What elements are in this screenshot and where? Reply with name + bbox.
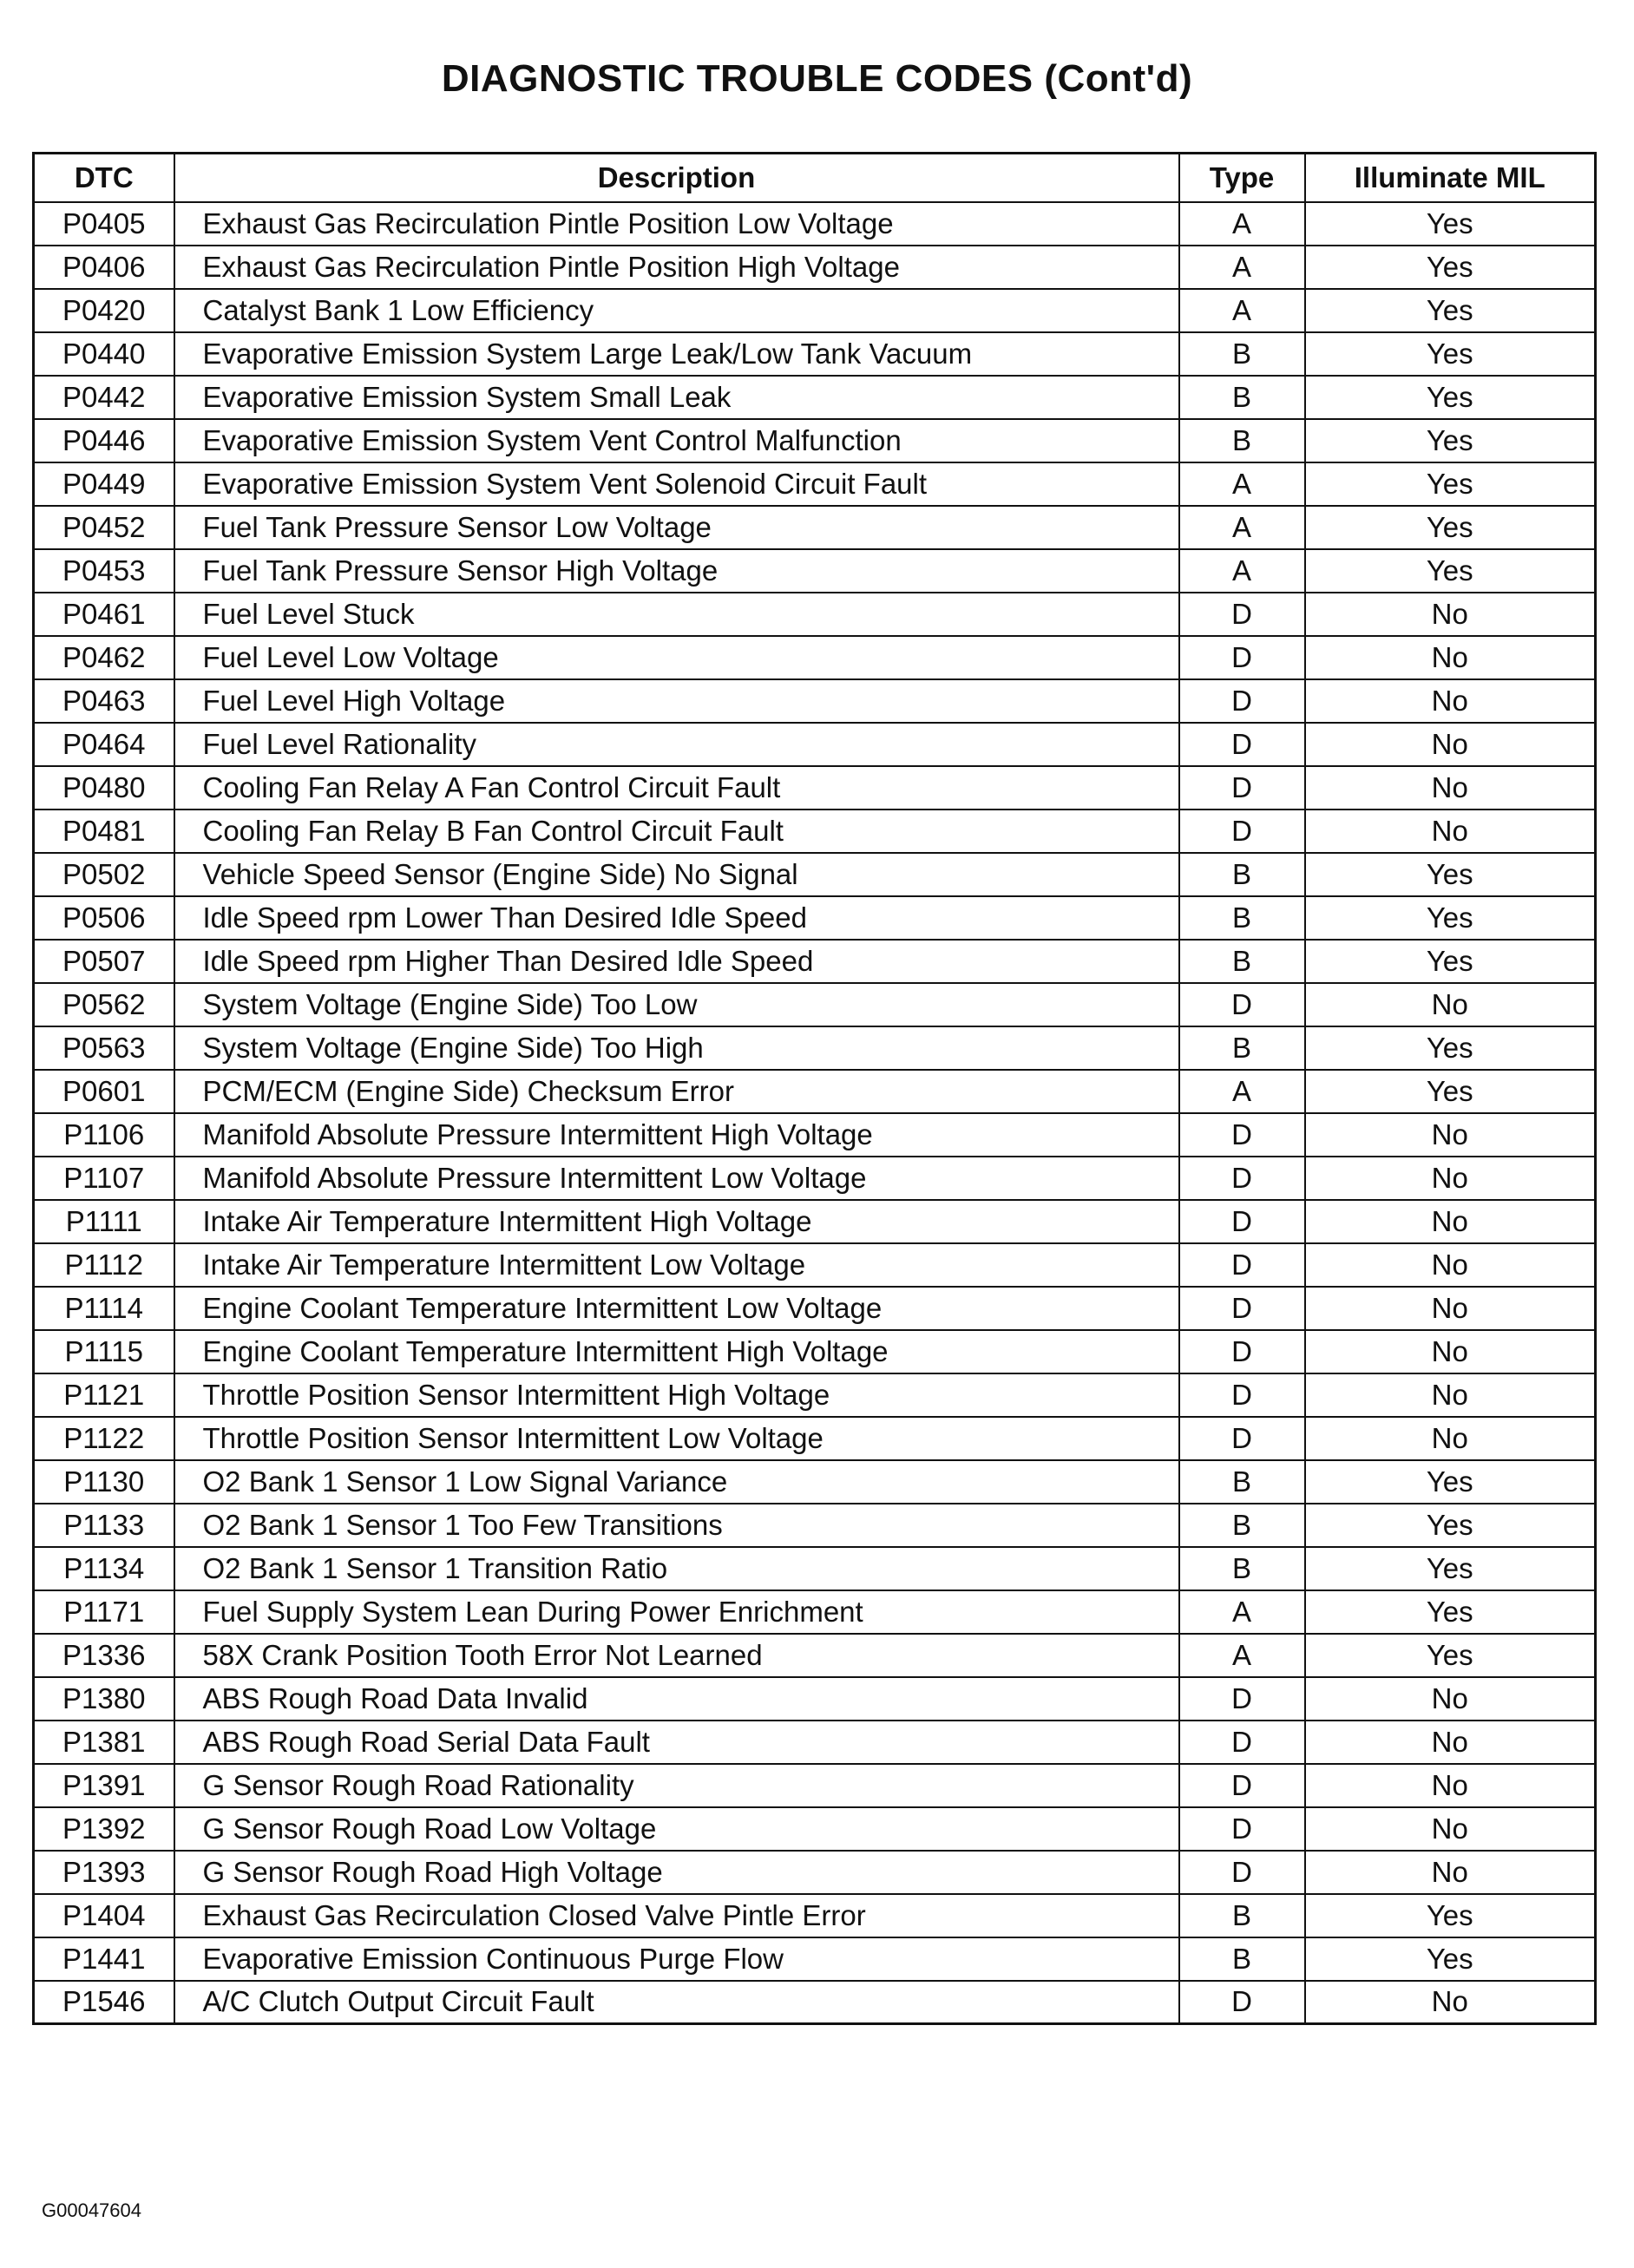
table-row	[34, 766, 1596, 810]
illuminate-mil-cell: No	[1305, 1764, 1596, 1807]
dtc-cell: P1134	[34, 1547, 174, 1590]
dtc-cell: P0502	[34, 853, 174, 896]
dtc-cell: P1380	[34, 1677, 174, 1721]
description-cell: G Sensor Rough Road Low Voltage	[174, 1807, 1179, 1851]
type-cell: D	[1179, 1721, 1305, 1764]
illuminate-mil-cell: Yes	[1305, 289, 1596, 332]
description-cell: Cooling Fan Relay B Fan Control Circuit Fault	[174, 810, 1179, 853]
dtc-cell: P1106	[34, 1113, 174, 1157]
header-row	[34, 154, 1596, 202]
illuminate-mil-cell: No	[1305, 1677, 1596, 1721]
table-row	[34, 1026, 1596, 1070]
illuminate-mil-cell: Yes	[1305, 1634, 1596, 1677]
dtc-cell: P1546	[34, 1981, 174, 2024]
table-row	[34, 1547, 1596, 1590]
dtc-cell: P1130	[34, 1460, 174, 1504]
dtc-cell: P0464	[34, 723, 174, 766]
table-body	[34, 202, 1596, 2024]
dtc-cell: P1336	[34, 1634, 174, 1677]
type-cell: D	[1179, 1851, 1305, 1894]
table-row	[34, 1330, 1596, 1373]
description-cell: ABS Rough Road Data Invalid	[174, 1677, 1179, 1721]
type-cell: D	[1179, 1373, 1305, 1417]
dtc-cell: P1111	[34, 1200, 174, 1243]
table-row	[34, 940, 1596, 983]
type-cell: B	[1179, 1026, 1305, 1070]
table-row	[34, 896, 1596, 940]
table-row	[34, 549, 1596, 593]
description-cell: Throttle Position Sensor Intermittent High Voltage	[174, 1373, 1179, 1417]
table-row	[34, 1070, 1596, 1113]
illuminate-mil-cell: No	[1305, 983, 1596, 1026]
type-cell: D	[1179, 1243, 1305, 1287]
type-cell: B	[1179, 853, 1305, 896]
column-header-type: Type	[1179, 154, 1305, 202]
table-row	[34, 853, 1596, 896]
type-cell: B	[1179, 332, 1305, 376]
type-cell: A	[1179, 1634, 1305, 1677]
dtc-cell: P0601	[34, 1070, 174, 1113]
table-row	[34, 332, 1596, 376]
illuminate-mil-cell: Yes	[1305, 462, 1596, 506]
dtc-cell: P0420	[34, 289, 174, 332]
dtc-cell: P1381	[34, 1721, 174, 1764]
illuminate-mil-cell: Yes	[1305, 1894, 1596, 1937]
table-row	[34, 810, 1596, 853]
description-cell: Engine Coolant Temperature Intermittent High Voltage	[174, 1330, 1179, 1373]
table-row	[34, 1287, 1596, 1330]
description-cell: O2 Bank 1 Sensor 1 Transition Ratio	[174, 1547, 1179, 1590]
table-row	[34, 636, 1596, 679]
type-cell: D	[1179, 593, 1305, 636]
illuminate-mil-cell: No	[1305, 1200, 1596, 1243]
type-cell: B	[1179, 1460, 1305, 1504]
description-cell: System Voltage (Engine Side) Too Low	[174, 983, 1179, 1026]
dtc-cell: P1121	[34, 1373, 174, 1417]
type-cell: D	[1179, 723, 1305, 766]
type-cell: B	[1179, 896, 1305, 940]
table-row	[34, 1243, 1596, 1287]
illuminate-mil-cell: Yes	[1305, 419, 1596, 462]
column-header-dtc: DTC	[34, 154, 174, 202]
figure-id: G00047604	[42, 2199, 141, 2221]
table-row	[34, 1460, 1596, 1504]
type-cell: A	[1179, 506, 1305, 549]
description-cell: Cooling Fan Relay A Fan Control Circuit Fault	[174, 766, 1179, 810]
type-cell: D	[1179, 1417, 1305, 1460]
column-header-illuminate-mil: Illuminate MIL	[1305, 154, 1596, 202]
description-cell: Exhaust Gas Recirculation Pintle Position Low Voltage	[174, 202, 1179, 246]
table-row	[34, 1373, 1596, 1417]
type-cell: A	[1179, 462, 1305, 506]
type-cell: A	[1179, 246, 1305, 289]
type-cell: B	[1179, 376, 1305, 419]
dtc-cell: P0461	[34, 593, 174, 636]
description-cell: Fuel Tank Pressure Sensor Low Voltage	[174, 506, 1179, 549]
table-row	[34, 1200, 1596, 1243]
illuminate-mil-cell: Yes	[1305, 1026, 1596, 1070]
illuminate-mil-cell: No	[1305, 1851, 1596, 1894]
dtc-cell: P0452	[34, 506, 174, 549]
type-cell: A	[1179, 202, 1305, 246]
table-row	[34, 679, 1596, 723]
illuminate-mil-cell: No	[1305, 593, 1596, 636]
description-cell: Evaporative Emission Continuous Purge Flow	[174, 1937, 1179, 1981]
dtc-cell: P1122	[34, 1417, 174, 1460]
illuminate-mil-cell: No	[1305, 810, 1596, 853]
description-cell: Catalyst Bank 1 Low Efficiency	[174, 289, 1179, 332]
illuminate-mil-cell: No	[1305, 1373, 1596, 1417]
table-row	[34, 246, 1596, 289]
table-row	[34, 289, 1596, 332]
dtc-cell: P0462	[34, 636, 174, 679]
table-row	[34, 1417, 1596, 1460]
illuminate-mil-cell: Yes	[1305, 202, 1596, 246]
table-row	[34, 983, 1596, 1026]
illuminate-mil-cell: No	[1305, 1417, 1596, 1460]
illuminate-mil-cell: Yes	[1305, 1070, 1596, 1113]
dtc-cell: P0440	[34, 332, 174, 376]
type-cell: D	[1179, 1287, 1305, 1330]
illuminate-mil-cell: Yes	[1305, 376, 1596, 419]
type-cell: D	[1179, 1764, 1305, 1807]
dtc-cell: P0449	[34, 462, 174, 506]
table-row	[34, 593, 1596, 636]
illuminate-mil-cell: No	[1305, 1807, 1596, 1851]
type-cell: D	[1179, 679, 1305, 723]
table-row	[34, 1981, 1596, 2024]
type-cell: D	[1179, 1113, 1305, 1157]
description-cell: O2 Bank 1 Sensor 1 Too Few Transitions	[174, 1504, 1179, 1547]
description-cell: G Sensor Rough Road Rationality	[174, 1764, 1179, 1807]
type-cell: B	[1179, 1937, 1305, 1981]
description-cell: Fuel Level Stuck	[174, 593, 1179, 636]
type-cell: D	[1179, 1157, 1305, 1200]
dtc-cell: P0453	[34, 549, 174, 593]
description-cell: Fuel Tank Pressure Sensor High Voltage	[174, 549, 1179, 593]
table-row	[34, 1634, 1596, 1677]
type-cell: D	[1179, 636, 1305, 679]
table-row	[34, 1851, 1596, 1894]
dtc-cell: P0563	[34, 1026, 174, 1070]
dtc-cell: P1391	[34, 1764, 174, 1807]
table-row	[34, 1677, 1596, 1721]
description-cell: 58X Crank Position Tooth Error Not Learned	[174, 1634, 1179, 1677]
table-header	[34, 154, 1596, 202]
description-cell: Evaporative Emission System Large Leak/Low Tank Vacuum	[174, 332, 1179, 376]
type-cell: D	[1179, 1330, 1305, 1373]
illuminate-mil-cell: Yes	[1305, 1504, 1596, 1547]
description-cell: Evaporative Emission System Small Leak	[174, 376, 1179, 419]
dtc-cell: P1112	[34, 1243, 174, 1287]
table-row	[34, 1504, 1596, 1547]
illuminate-mil-cell: Yes	[1305, 332, 1596, 376]
description-cell: Evaporative Emission System Vent Control Malfunction	[174, 419, 1179, 462]
illuminate-mil-cell: No	[1305, 1721, 1596, 1764]
dtc-cell: P1114	[34, 1287, 174, 1330]
table-row	[34, 1113, 1596, 1157]
description-cell: ABS Rough Road Serial Data Fault	[174, 1721, 1179, 1764]
dtc-cell: P1393	[34, 1851, 174, 1894]
description-cell: Manifold Absolute Pressure Intermittent Low Voltage	[174, 1157, 1179, 1200]
illuminate-mil-cell: Yes	[1305, 549, 1596, 593]
description-cell: Fuel Supply System Lean During Power Enrichment	[174, 1590, 1179, 1634]
type-cell: B	[1179, 1547, 1305, 1590]
type-cell: A	[1179, 549, 1305, 593]
description-cell: O2 Bank 1 Sensor 1 Low Signal Variance	[174, 1460, 1179, 1504]
table-row	[34, 419, 1596, 462]
illuminate-mil-cell: No	[1305, 1981, 1596, 2024]
dtc-cell: P0463	[34, 679, 174, 723]
description-cell: Fuel Level High Voltage	[174, 679, 1179, 723]
dtc-cell: P1171	[34, 1590, 174, 1634]
description-cell: Idle Speed rpm Lower Than Desired Idle Speed	[174, 896, 1179, 940]
illuminate-mil-cell: Yes	[1305, 1460, 1596, 1504]
type-cell: D	[1179, 810, 1305, 853]
dtc-cell: P1107	[34, 1157, 174, 1200]
description-cell: Intake Air Temperature Intermittent High Voltage	[174, 1200, 1179, 1243]
dtc-cell: P0481	[34, 810, 174, 853]
description-cell: Fuel Level Rationality	[174, 723, 1179, 766]
table-row	[34, 723, 1596, 766]
type-cell: D	[1179, 1200, 1305, 1243]
illuminate-mil-cell: Yes	[1305, 896, 1596, 940]
column-header-description: Description	[174, 154, 1179, 202]
table-row	[34, 1590, 1596, 1634]
table-row	[34, 1157, 1596, 1200]
table-row	[34, 1807, 1596, 1851]
dtc-cell: P0405	[34, 202, 174, 246]
illuminate-mil-cell: No	[1305, 1243, 1596, 1287]
table-row	[34, 1937, 1596, 1981]
illuminate-mil-cell: No	[1305, 723, 1596, 766]
illuminate-mil-cell: Yes	[1305, 506, 1596, 549]
illuminate-mil-cell: Yes	[1305, 940, 1596, 983]
type-cell: D	[1179, 766, 1305, 810]
dtc-cell: P1133	[34, 1504, 174, 1547]
illuminate-mil-cell: Yes	[1305, 246, 1596, 289]
description-cell: Throttle Position Sensor Intermittent Low Voltage	[174, 1417, 1179, 1460]
type-cell: D	[1179, 1981, 1305, 2024]
type-cell: B	[1179, 1504, 1305, 1547]
table-row	[34, 202, 1596, 246]
illuminate-mil-cell: No	[1305, 1330, 1596, 1373]
description-cell: Exhaust Gas Recirculation Pintle Position High Voltage	[174, 246, 1179, 289]
description-cell: Exhaust Gas Recirculation Closed Valve Pintle Error	[174, 1894, 1179, 1937]
description-cell: Vehicle Speed Sensor (Engine Side) No Signal	[174, 853, 1179, 896]
illuminate-mil-cell: No	[1305, 636, 1596, 679]
illuminate-mil-cell: No	[1305, 1157, 1596, 1200]
description-cell: System Voltage (Engine Side) Too High	[174, 1026, 1179, 1070]
illuminate-mil-cell: No	[1305, 766, 1596, 810]
dtc-cell: P0480	[34, 766, 174, 810]
table-row	[34, 1721, 1596, 1764]
table-row	[34, 462, 1596, 506]
description-cell: Engine Coolant Temperature Intermittent Low Voltage	[174, 1287, 1179, 1330]
type-cell: B	[1179, 419, 1305, 462]
dtc-table	[32, 152, 1597, 2025]
dtc-cell: P0562	[34, 983, 174, 1026]
dtc-cell: P1115	[34, 1330, 174, 1373]
illuminate-mil-cell: Yes	[1305, 853, 1596, 896]
table-row	[34, 376, 1596, 419]
dtc-cell: P1441	[34, 1937, 174, 1981]
illuminate-mil-cell: No	[1305, 1113, 1596, 1157]
table-row	[34, 1764, 1596, 1807]
description-cell: A/C Clutch Output Circuit Fault	[174, 1981, 1179, 2024]
illuminate-mil-cell: No	[1305, 679, 1596, 723]
description-cell: Intake Air Temperature Intermittent Low Voltage	[174, 1243, 1179, 1287]
illuminate-mil-cell: Yes	[1305, 1937, 1596, 1981]
dtc-cell: P1404	[34, 1894, 174, 1937]
type-cell: D	[1179, 1677, 1305, 1721]
type-cell: D	[1179, 983, 1305, 1026]
dtc-cell: P0507	[34, 940, 174, 983]
description-cell: Fuel Level Low Voltage	[174, 636, 1179, 679]
type-cell: B	[1179, 940, 1305, 983]
type-cell: D	[1179, 1807, 1305, 1851]
illuminate-mil-cell: Yes	[1305, 1547, 1596, 1590]
type-cell: A	[1179, 289, 1305, 332]
dtc-cell: P0406	[34, 246, 174, 289]
dtc-cell: P0442	[34, 376, 174, 419]
page-title: DIAGNOSTIC TROUBLE CODES (Cont'd)	[441, 57, 1193, 100]
illuminate-mil-cell: No	[1305, 1287, 1596, 1330]
description-cell: Idle Speed rpm Higher Than Desired Idle Speed	[174, 940, 1179, 983]
type-cell: B	[1179, 1894, 1305, 1937]
description-cell: Evaporative Emission System Vent Solenoid Circuit Fault	[174, 462, 1179, 506]
dtc-cell: P1392	[34, 1807, 174, 1851]
description-cell: G Sensor Rough Road High Voltage	[174, 1851, 1179, 1894]
dtc-cell: P0506	[34, 896, 174, 940]
illuminate-mil-cell: Yes	[1305, 1590, 1596, 1634]
description-cell: PCM/ECM (Engine Side) Checksum Error	[174, 1070, 1179, 1113]
table-row	[34, 1894, 1596, 1937]
table-row	[34, 506, 1596, 549]
type-cell: A	[1179, 1070, 1305, 1113]
type-cell: A	[1179, 1590, 1305, 1634]
dtc-cell: P0446	[34, 419, 174, 462]
description-cell: Manifold Absolute Pressure Intermittent High Voltage	[174, 1113, 1179, 1157]
